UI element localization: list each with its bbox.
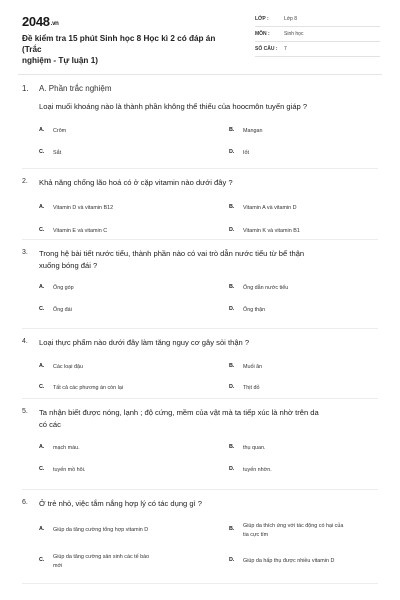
question-number: 6. (22, 499, 28, 506)
option-text: Muối ăn (243, 364, 263, 370)
option-c[interactable] (39, 149, 209, 160)
option-c[interactable] (39, 553, 209, 573)
option-letter: A. (39, 204, 45, 210)
question-text: Loại thực phẩm nào dưới đây làm tăng nguy cơ gây sỏi thận ? (39, 338, 250, 347)
option-text: Vitamin K và vitamin B1 (243, 228, 300, 234)
question-number: 2. (22, 178, 28, 185)
question-text: Ta nhận biết được nóng, lạnh ; độ cứng, mềm của vật mà ta tiếp xúc là nhờ trên da có các (39, 408, 319, 429)
option-a[interactable] (39, 363, 209, 374)
meta-question-count: SỐ CÂU : 7 (255, 43, 380, 57)
option-text: Ống dẫn nước tiểu (243, 285, 289, 291)
option-letter: C. (39, 557, 45, 563)
question-separator (22, 583, 378, 584)
option-letter: D. (229, 306, 235, 312)
option-a[interactable] (39, 444, 209, 455)
option-letter: A. (39, 363, 45, 369)
document-header (0, 0, 400, 68)
question-separator (22, 239, 378, 240)
option-text: Iốt (243, 150, 249, 156)
header-divider (18, 74, 382, 75)
option-a[interactable] (39, 127, 209, 138)
question-separator (22, 398, 378, 399)
option-letter: A. (39, 127, 45, 133)
option-c[interactable] (39, 227, 209, 238)
option-text: Crôm (53, 128, 67, 134)
question-text: Loại muối khoáng nào là thành phần không thể thiếu của hoocmôn tuyến giáp ? (39, 102, 308, 111)
option-text: Vitamin D và vitamin B12 (53, 205, 114, 211)
option-text: Giúp da tăng cường sản sinh các tế bào mới (53, 554, 150, 569)
option-b[interactable] (229, 127, 399, 138)
option-a[interactable] (39, 284, 209, 295)
question-separator (22, 489, 378, 490)
option-d[interactable] (229, 557, 399, 568)
question-separator (22, 328, 378, 329)
question-number: 5. (22, 408, 28, 415)
question-number: 4. (22, 338, 28, 345)
option-letter: A. (39, 526, 45, 532)
option-letter: B. (229, 444, 235, 450)
option-text: Giúp da thích ứng với tác động có hại của tia cực tím (243, 523, 344, 538)
option-letter: A. (39, 444, 45, 450)
document-title: Đề kiểm tra 15 phút Sinh học 8 Học kì 2 có đáp án (Trắc nghiệm - Tự luận 1) (22, 34, 216, 65)
question-text: Khả năng chống lão hoá có ở cặp vitamin nào dưới đây ? (39, 178, 233, 187)
option-letter: B. (229, 204, 235, 210)
option-letter: D. (229, 227, 235, 233)
option-letter: D. (229, 149, 235, 155)
option-d[interactable] (229, 306, 399, 317)
option-text: Các loại đậu (53, 364, 83, 370)
option-text: mạch máu. (53, 445, 80, 451)
option-letter: C. (39, 466, 45, 472)
option-text: tuyến mồ hôi. (53, 467, 86, 473)
option-letter: B. (229, 284, 235, 290)
option-letter: D. (229, 557, 235, 563)
option-text: thụ quan. (243, 445, 266, 451)
option-letter: C. (39, 149, 45, 155)
option-b[interactable] (229, 204, 399, 215)
section-title: 1. A. Phần trắc nghiệm (22, 84, 112, 93)
option-b[interactable] (229, 444, 399, 455)
option-d[interactable] (229, 227, 399, 238)
option-letter: C. (39, 227, 45, 233)
option-text: tuyến nhờn. (243, 467, 272, 473)
option-text: Mangan (243, 128, 263, 134)
question-number: 3. (22, 249, 28, 256)
option-text: Giúp da hấp thụ được nhiều vitamin D (243, 558, 335, 564)
option-d[interactable] (229, 384, 399, 395)
option-b[interactable] (229, 522, 399, 542)
question-text: Trong hệ bài tiết nước tiểu, thành phần nào có vai trò dẫn nước tiểu từ bể thận xuống bóng đái ? (39, 249, 305, 270)
option-text: Ống đái (53, 307, 72, 313)
option-d[interactable] (229, 466, 399, 477)
meta-subject: MÔN : Sinh học (255, 28, 380, 42)
option-letter: B. (229, 127, 235, 133)
option-text: Sắt (53, 150, 62, 156)
option-text: Vitamin E và vitamin C (53, 228, 108, 234)
option-b[interactable] (229, 284, 399, 295)
option-a[interactable] (39, 526, 209, 537)
option-letter: C. (39, 306, 45, 312)
option-text: Ống thận (243, 307, 266, 313)
option-letter: D. (229, 384, 235, 390)
option-text: Vitamin A và vitamin D (243, 205, 297, 211)
option-text: Tất cả các phương án còn lại (53, 385, 124, 391)
option-text: Ống góp (53, 285, 74, 291)
option-b[interactable] (229, 363, 399, 374)
option-text: Giúp da tăng cường tổng hợp vitamin D (53, 527, 149, 533)
meta-class: LỚP : Lớp 8 (255, 13, 380, 27)
option-letter: B. (229, 526, 235, 532)
question-separator (22, 168, 378, 169)
option-c[interactable] (39, 306, 209, 317)
option-text: Thịt đỏ (243, 385, 260, 391)
option-d[interactable] (229, 149, 399, 160)
option-letter: C. (39, 384, 45, 390)
option-a[interactable] (39, 204, 209, 215)
question-text: Ở trẻ nhỏ, việc tắm nắng hợp lý có tác dụng gì ? (39, 499, 203, 508)
option-letter: D. (229, 466, 235, 472)
option-c[interactable] (39, 384, 209, 395)
site-logo[interactable]: 2048.vn (22, 14, 59, 29)
option-letter: B. (229, 363, 235, 369)
option-c[interactable] (39, 466, 209, 477)
option-letter: A. (39, 284, 45, 290)
